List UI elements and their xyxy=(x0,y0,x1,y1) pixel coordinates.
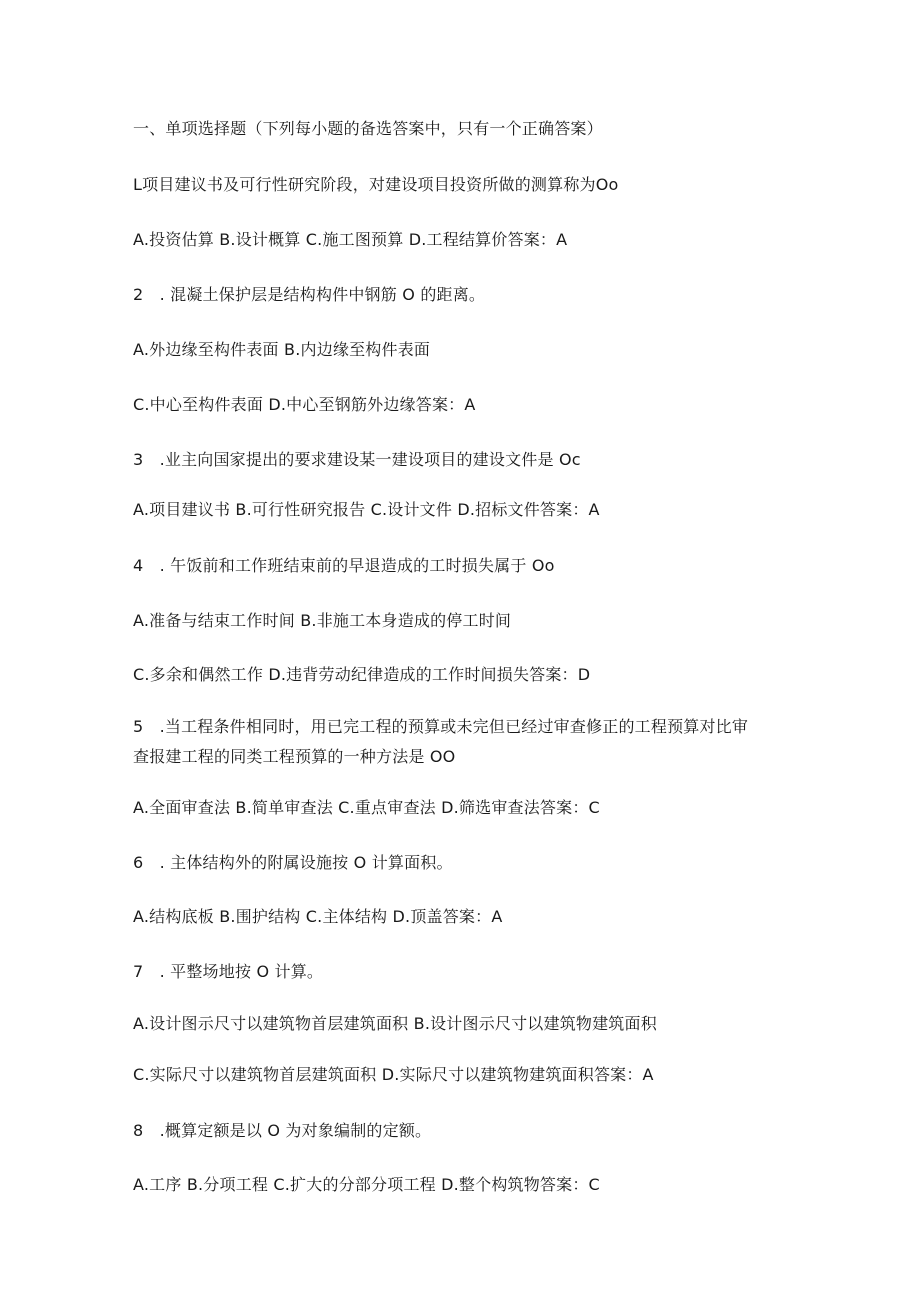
question-3-stem: 3 .业主向国家提出的要求建设某一建设项目的建设文件是 Oc xyxy=(133,450,581,469)
question-8-options: A.工序 B.分项工程 C.扩大的分部分项工程 D.整个构筑物答案：C xyxy=(133,1175,600,1194)
question-4-options-line-2: C.多余和偶然工作 D.违背劳动纪律造成的工作时间损失答案：D xyxy=(133,665,591,684)
question-7-options-line-2: C.实际尺寸以建筑物首层建筑面积 D.实际尺寸以建筑物建筑面积答案：A xyxy=(133,1065,654,1084)
question-5-stem-line-1: 5 .当工程条件相同时，用已完工程的预算或未完但已经过审查修正的工程预算对比审 xyxy=(133,717,749,736)
question-8-stem: 8 .概算定额是以 O 为对象编制的定额。 xyxy=(133,1121,432,1140)
question-4-options-line-1: A.准备与结束工作时间 B.非施工本身造成的停工时间 xyxy=(133,611,512,630)
question-2-options-line-2: C.中心至构件表面 D.中心至钢筋外边缘答案：A xyxy=(133,395,476,414)
question-2-options-line-1: A.外边缘至构件表面 B.内边缘至构件表面 xyxy=(133,340,431,359)
section-heading: 一、单项选择题（下列每小题的备选答案中，只有一个正确答案） xyxy=(133,119,603,138)
question-6-stem: 6 . 主体结构外的附属设施按 O 计算面积。 xyxy=(133,853,453,872)
question-5-stem-line-2: 查报建工程的同类工程预算的一种方法是 OO xyxy=(133,747,456,766)
question-1-options: A.投资估算 B.设计概算 C.施工图预算 D.工程结算价答案：A xyxy=(133,230,568,249)
question-7-options-line-1: A.设计图示尺寸以建筑物首层建筑面积 B.设计图示尺寸以建筑物建筑面积 xyxy=(133,1014,657,1033)
question-7-stem: 7 . 平整场地按 O 计算。 xyxy=(133,962,324,981)
question-4-stem: 4 . 午饭前和工作班结束前的早退造成的工时损失属于 Oo xyxy=(133,556,555,575)
question-3-options: A.项目建议书 B.可行性研究报告 C.设计文件 D.招标文件答案：A xyxy=(133,500,600,519)
question-5-options: A.全面审查法 B.简单审查法 C.重点审查法 D.筛选审查法答案：C xyxy=(133,798,600,817)
question-6-options: A.结构底板 B.围护结构 C.主体结构 D.顶盖答案：A xyxy=(133,907,503,926)
question-1-stem: L项目建议书及可行性研究阶段，对建设项目投资所做的测算称为Oo xyxy=(133,175,619,194)
question-2-stem: 2 . 混凝土保护层是结构构件中钢筋 O 的距离。 xyxy=(133,285,486,304)
